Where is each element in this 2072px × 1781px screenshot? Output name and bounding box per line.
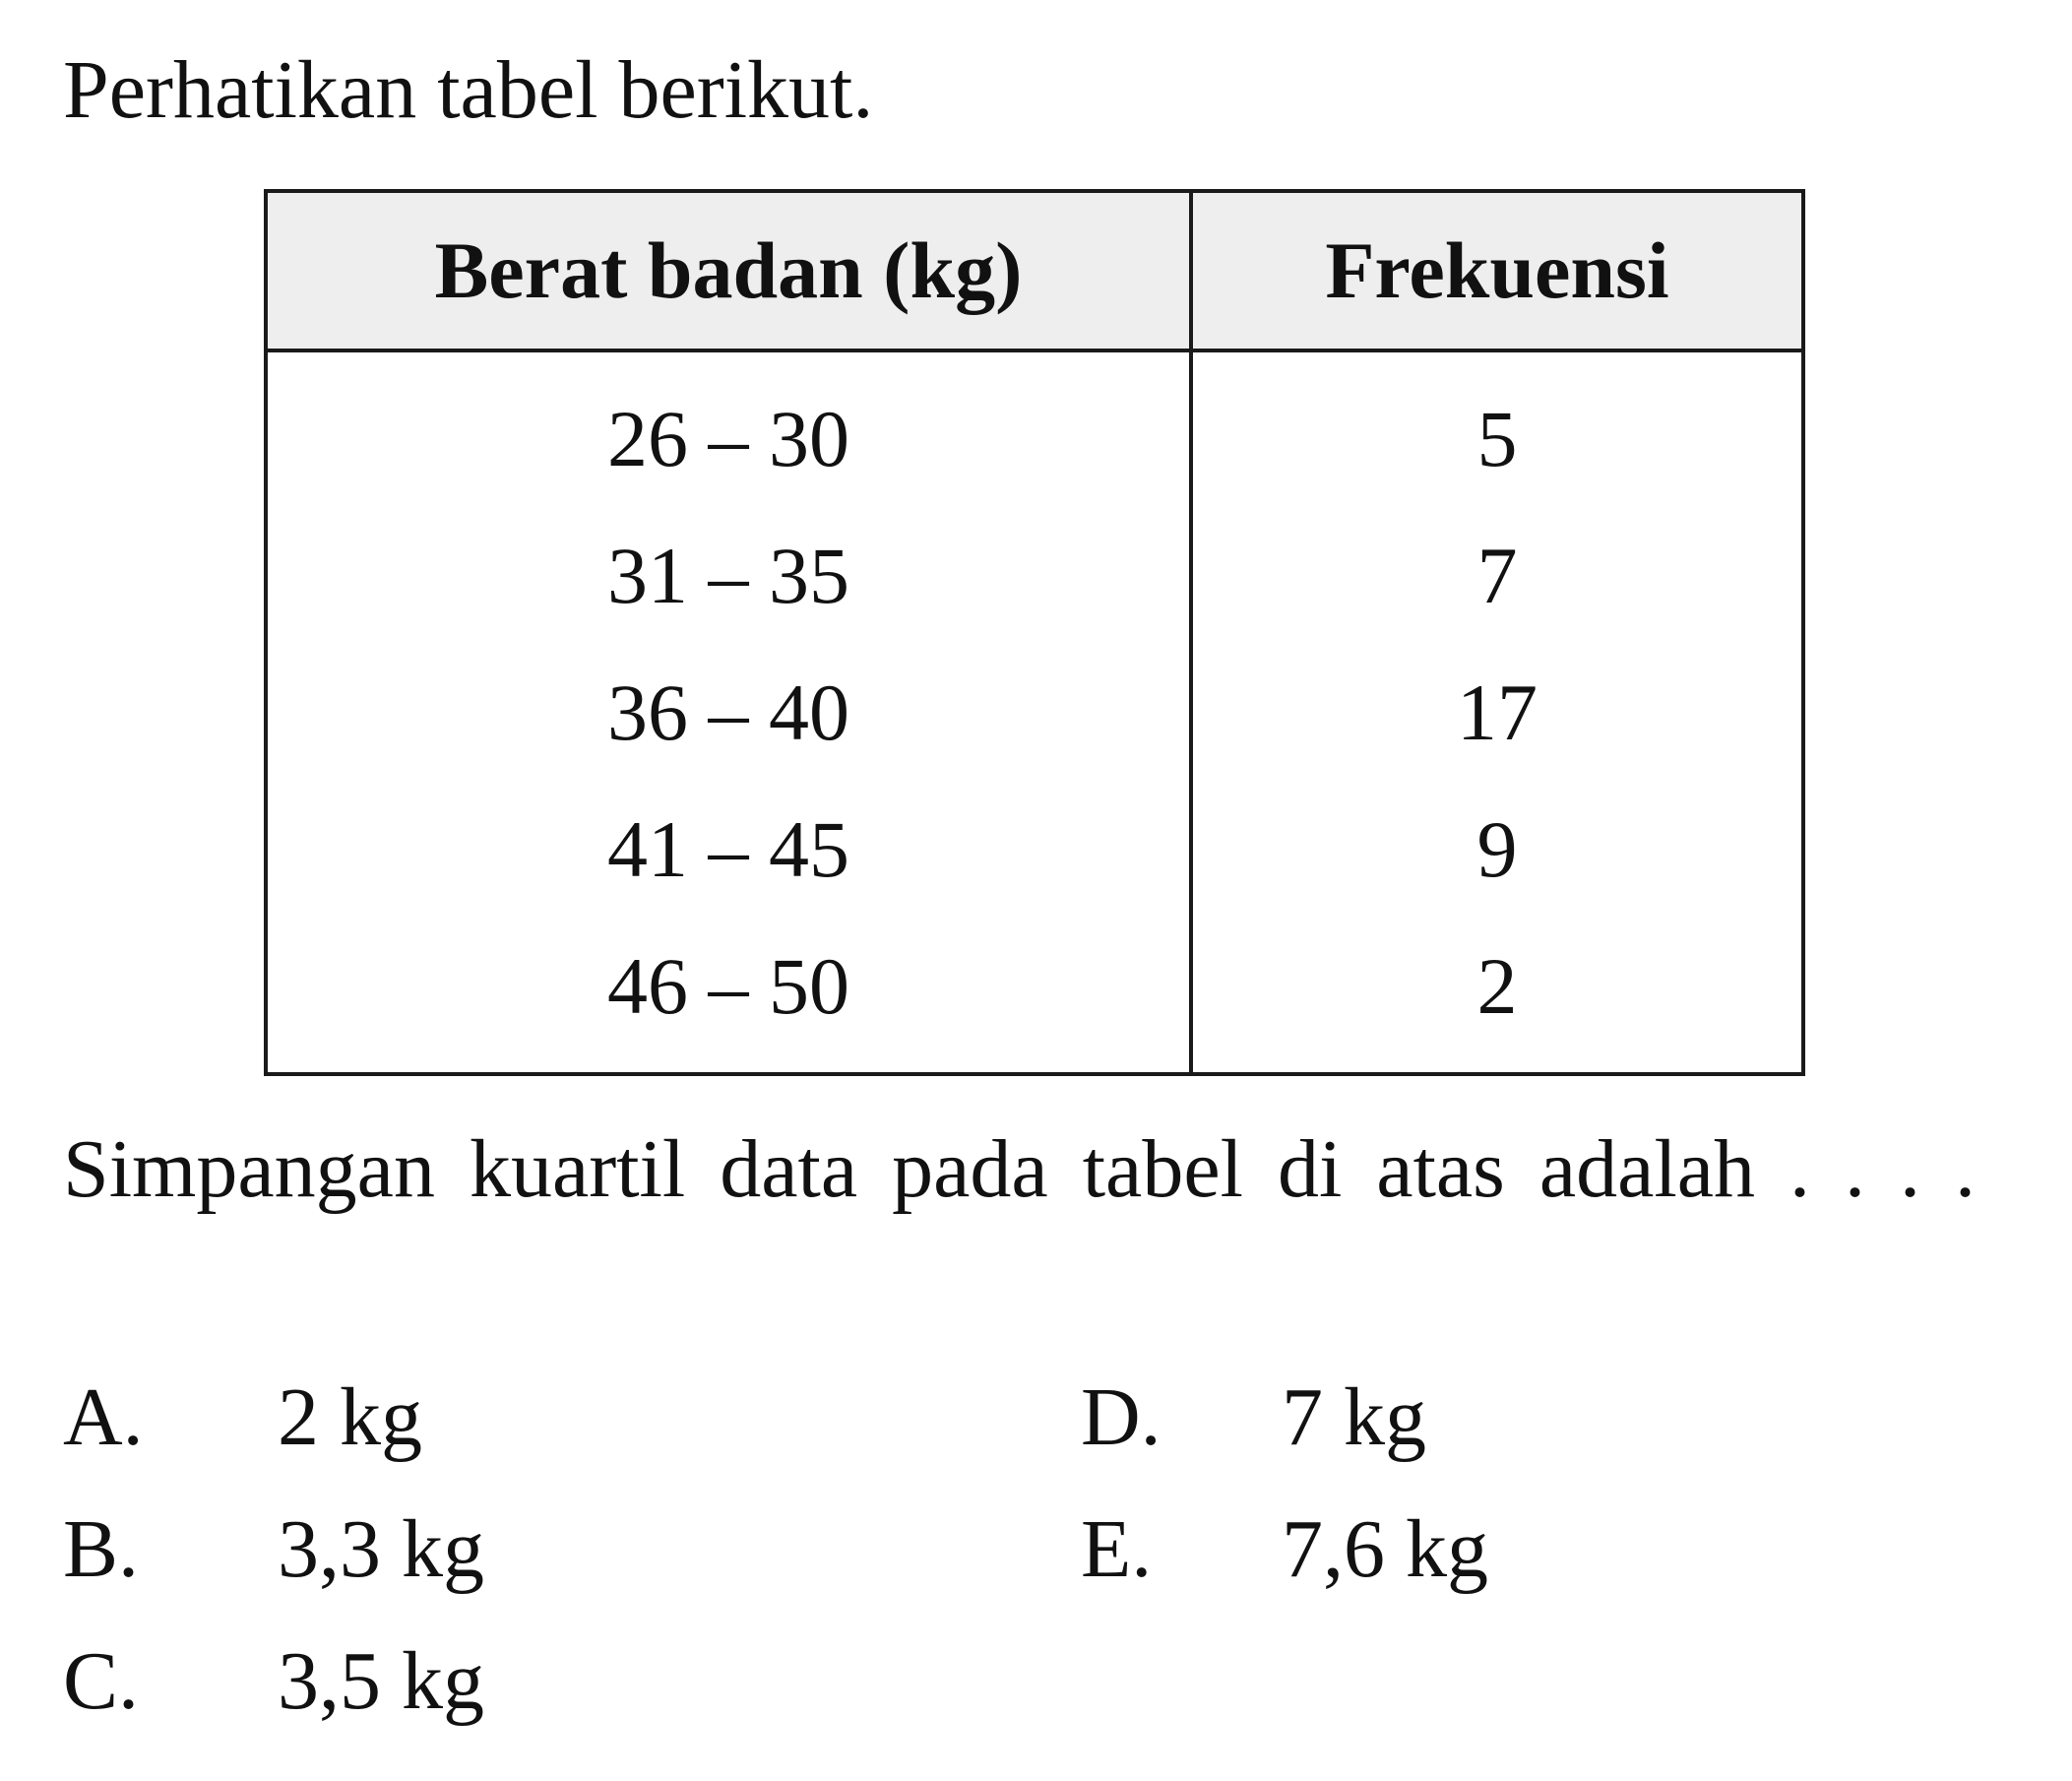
option-b[interactable] xyxy=(63,1503,484,1595)
table-row xyxy=(266,781,1803,918)
question-text: Simpangan kuartil data pada tabel di atas adalah . . . . xyxy=(63,1123,1977,1215)
option-text: 7,6 kg xyxy=(1282,1503,1488,1595)
weight-range-cell: 31 – 35 xyxy=(266,507,1191,644)
table-row xyxy=(266,507,1803,644)
frequency-cell: 7 xyxy=(1476,530,1518,620)
frequency-table-container xyxy=(264,189,1805,1076)
weight-range-cell: 41 – 45 xyxy=(266,781,1191,918)
table-header-row xyxy=(266,191,1803,350)
frequency-cell: 5 xyxy=(1476,393,1518,483)
frequency-cell: 9 xyxy=(1476,803,1518,894)
intro-text: Perhatikan tabel berikut. xyxy=(63,44,874,136)
option-letter: D. xyxy=(1081,1371,1162,1463)
option-a[interactable] xyxy=(63,1371,422,1463)
header-frekuensi: Frekuensi xyxy=(1191,191,1803,350)
weight-range-cell: 46 – 50 xyxy=(266,918,1191,1074)
option-letter: B. xyxy=(63,1503,140,1595)
option-letter: C. xyxy=(63,1635,140,1727)
frequency-cell: 17 xyxy=(1457,667,1538,757)
option-d[interactable] xyxy=(1081,1371,1426,1463)
frequency-table xyxy=(264,189,1805,1076)
option-text: 3,5 kg xyxy=(278,1635,484,1727)
table-row xyxy=(266,918,1803,1074)
option-text: 3,3 kg xyxy=(278,1503,484,1595)
option-text: 2 kg xyxy=(278,1371,422,1463)
weight-range-cell: 36 – 40 xyxy=(266,644,1191,781)
option-letter: A. xyxy=(63,1371,144,1463)
option-letter: E. xyxy=(1081,1503,1153,1595)
weight-range-cell: 26 – 30 xyxy=(266,350,1191,507)
table-row xyxy=(266,350,1803,507)
frequency-cell: 2 xyxy=(1476,940,1518,1031)
option-c[interactable] xyxy=(63,1635,484,1727)
option-text: 7 kg xyxy=(1282,1371,1426,1463)
table-row xyxy=(266,644,1803,781)
header-berat-badan: Berat badan (kg) xyxy=(266,191,1191,350)
option-e[interactable] xyxy=(1081,1503,1488,1595)
